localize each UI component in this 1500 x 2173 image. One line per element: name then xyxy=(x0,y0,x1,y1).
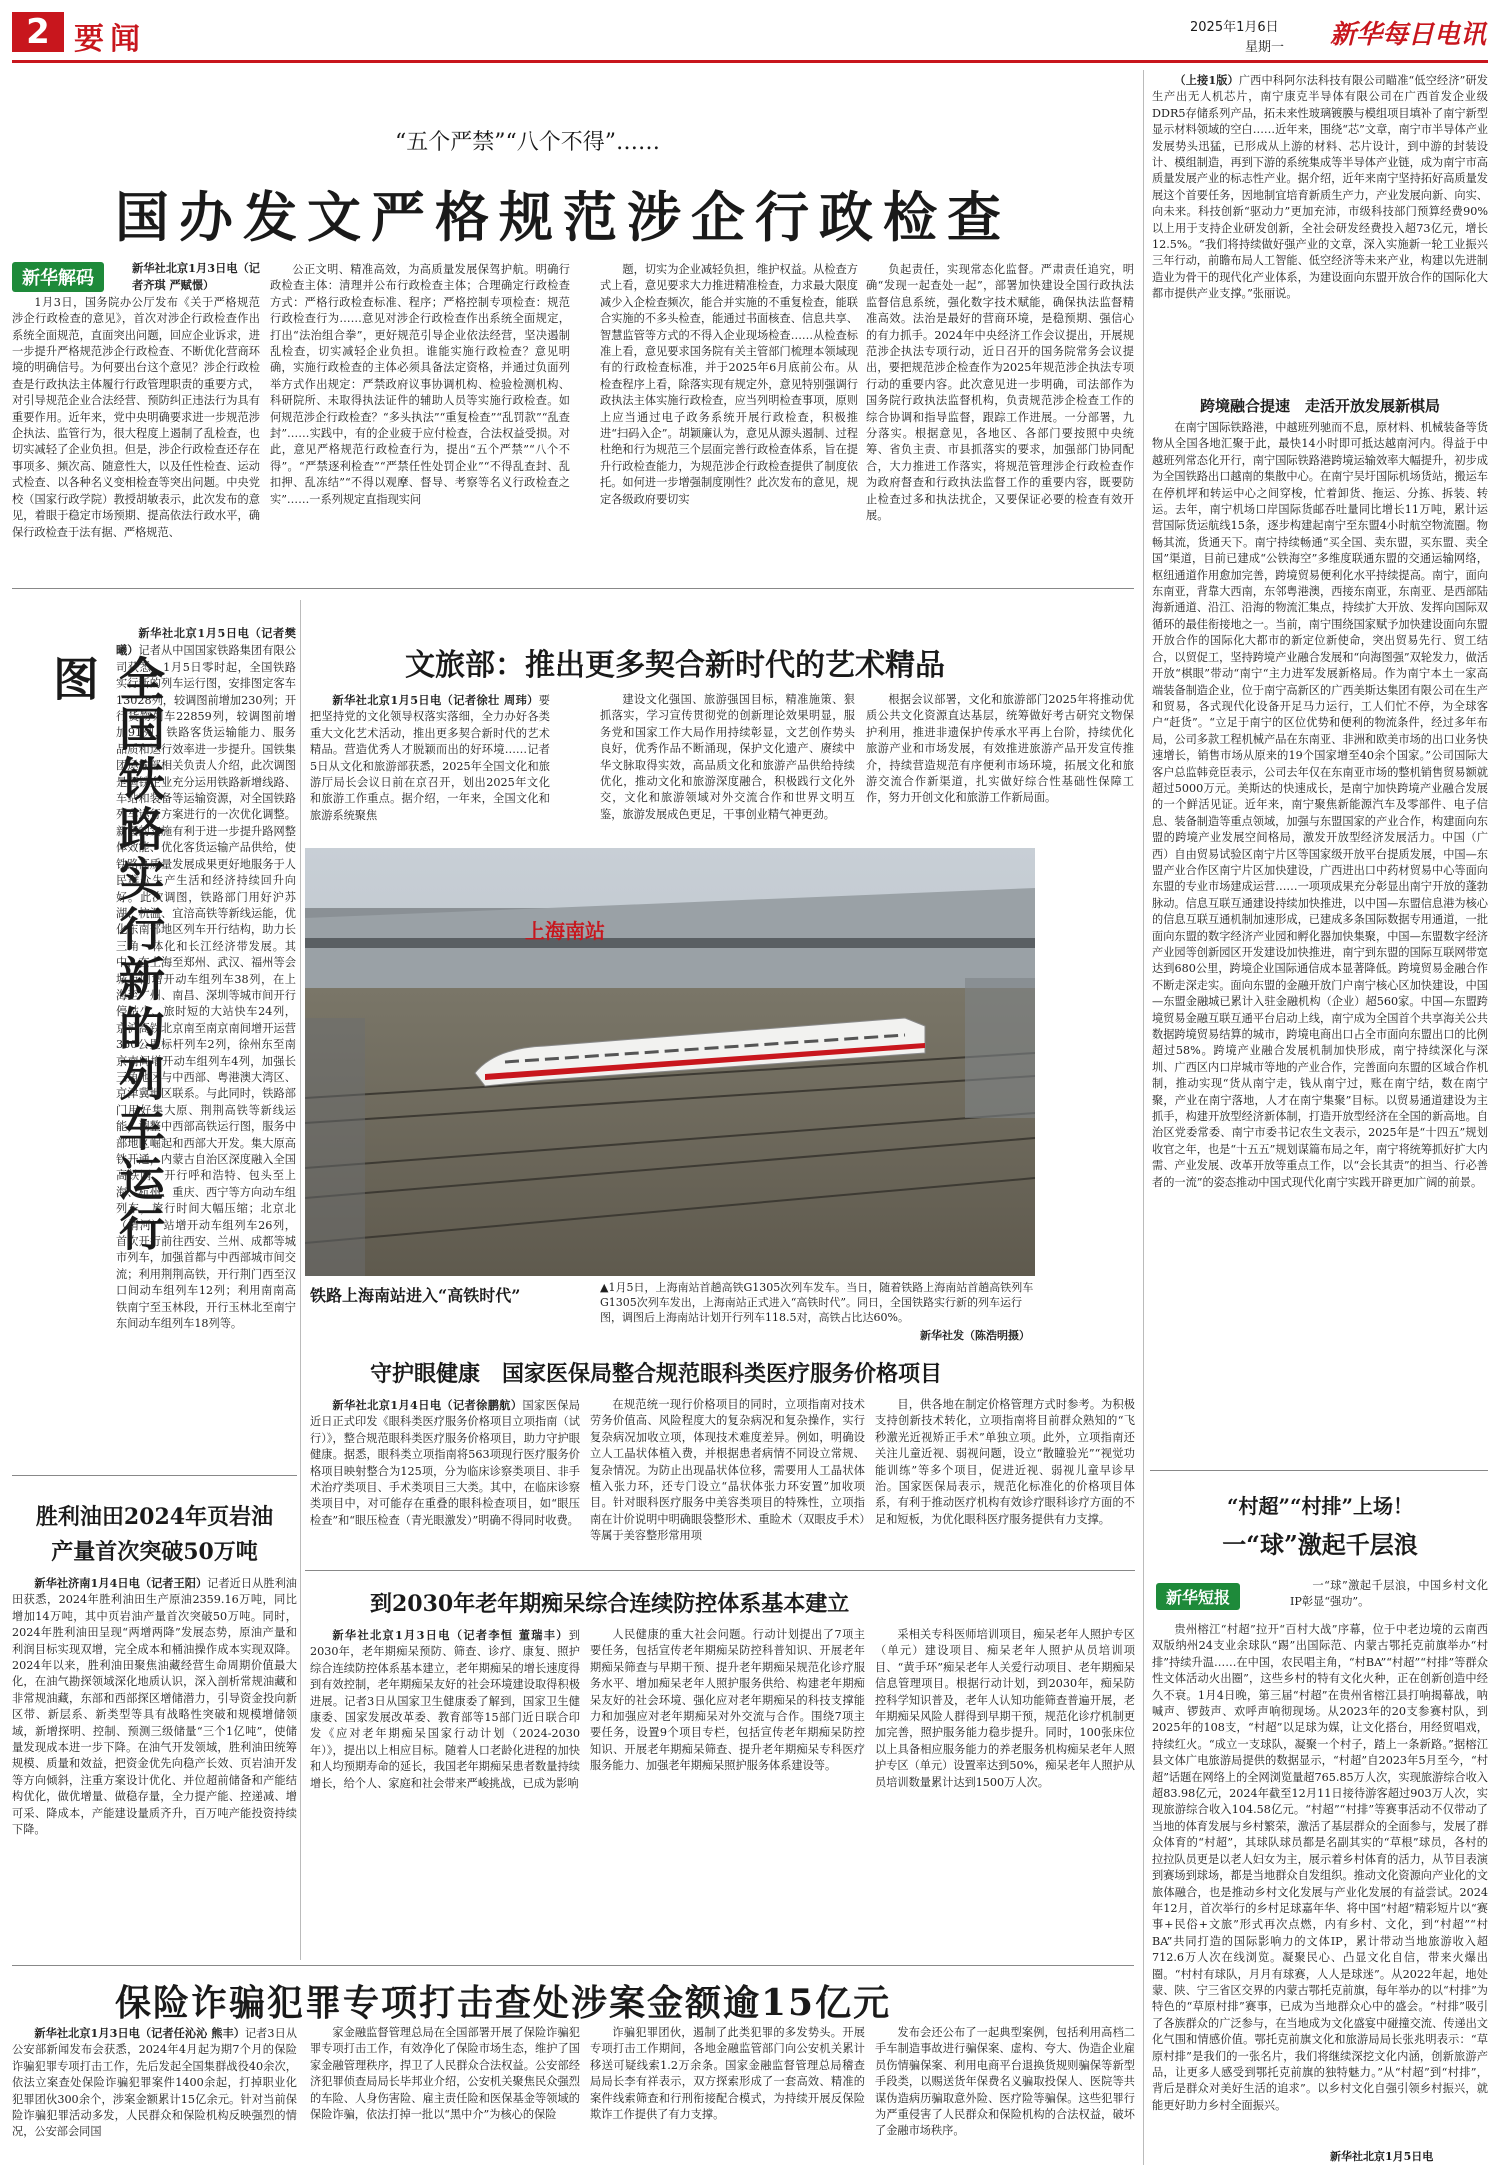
masthead xyxy=(0,0,1500,62)
eye-col2 xyxy=(590,1397,865,1562)
top-story-col1-text: 1月3日，国务院办公厅发布《关于严格规范涉企行政检查的意见》，首次对涉企行政检查作出系统全面规范，直面突出问题，回应企业诉求，进一步提升严格规范涉企行政检查、不断优化营商环境的明确信号。为何要出台这个意见？涉企行政检查是行政执法主体履行行政管理职责的重要方式，对引导规范企业合法经营、预防纠正违法行为具有重要作用。近年来，党中央明确要求进一步规范涉企执法、监管行为，很大程度上遏制了乱检查，也切实减轻了企业负担。但是，涉企行政检查还存在事项多、频次高、随意性大，以及任性检查、运动式检查、以各种名义变相检查等突出问题。中央党校（国家行政学院）教授胡敏表示，此次发布的意见，着眼于稳定市场预期、提高依法行政水平，确保行政检查于法有据、严格规范、 xyxy=(12,295,260,539)
photo-caption-label: 铁路上海南站进入“高铁时代” xyxy=(310,1286,521,1305)
top-story-byline: 新华社北京1月3日电（记者齐琪 严赋憬） xyxy=(132,261,260,293)
masthead-rule xyxy=(12,60,1488,63)
insurance-col1 xyxy=(12,2025,297,2165)
rail-oil-divider xyxy=(12,1475,297,1476)
culture-col1 xyxy=(310,692,550,840)
culture-col1-text: 要把坚持党的文化领导权落实落细，全力办好各类重大文化艺术活动，推出更多契合新时代的艺术精品。营造优秀人才脱颖而出的好环境……记者5日从文化和旅游部获悉，2025年全国文化和旅游厅局长会议日前在京召开，划出2025年文化和旅游工作重点。据介绍，一年来，全国文化和旅游系统聚焦 xyxy=(310,694,550,822)
eye-col3 xyxy=(875,1397,1135,1562)
oil-headline-line2: 产量首次突破50万吨 xyxy=(51,1539,258,1565)
rail-vertical-title: 全国铁路实行新的列车运行图 xyxy=(46,655,166,1255)
right-body2-text: 在南宁国际铁路港，中越班列驰而不息，原材料、机械装备等货物从全国各地汇聚于此，最快14小时即可抵达越南河内。得益于中越班列常态化开行，南宁国际铁路港跨境运输效率大幅提升，初步成为全国铁路出口越南的集散中心。在南宁吴圩国际机场货站，搬运车在停机坪和转运中心之间穿梭，忙着卸货、拖运、分拣、拆装、转运。去年，南宁机场口岸国际货邮吞吐量同比增长11万吨，累计运营国际货运航线15条，逐步构建起南宁至东盟4小时航空物流圈。物畅其流，货通天下。南宁持续畅通“买全国、卖东盟，买东盟、卖全国”渠道，目前已建成“公铁海空”多维度联通东盟的交通运输网络，枢纽通道作用愈加完善，跨境贸易便利化水平持续提高。南宁，面向东南亚，背靠大西南，东邻粤港澳，西接东南亚，东南亚、是西部陆海新通道、沿江、沿海的物流汇集点，持续扩大开放、发挥向国际双循环的最佳衔接地之一。当前，南宁围绕国家赋予加快建设面向东盟开放合作的国际化大都市的新定位新使命，突出贸易先行、贸工结合，以贸促工，坚持跨境产业融合发展和“向海图强”双轮发力，做活开放“棋眼”带动“南宁“主力进军发展新格局。作为南宁本土一家高端装备制造企业，位于南宁高新区的广西美斯达集团有限公司在生产和贸易，各式现代化设备开足马力运行，工人们忙不停，为全球客户“赶货”。“立足于南宁的区位优势和便利的物流条件，经过多年布局，公司多款工程机械产品在东南亚、非洲和欧美市场的出口业务快速增长，销售市场从原来的19个国家增至40余个国家。”公司国际大客户总监韩竞臣表示，公司去年仅在东南亚市场的整机销售贸易额就超过5000万元。美斯达的快速成长，是南宁加快跨境产业融合发展的一个鲜活见证。近年来，南宁聚焦新能源汽车及零部件、电子信息、装备制造等重点领域，加强与东盟国家的产业合作，构建面向东盟的跨境产业发展空间格局，激发开放型经济发展活力。中国（广西）自由贸易试验区南宁片区等国家级开放平台提质发展，中国—东盟产业合作区南宁片区加快建设，广西进出口中药材贸易中心等面向东盟的专业市场建成运营……一项项成果充分彰显出南宁开放的蓬勃脉动。信息互联互通建设持续加快推进，以中国—东盟信息港为核心的信息互联互通机制加速形成，已建成多条国际数据专用通道，一批面向东盟的数字经济产业园和孵化器加快集聚，中国—东盟数字经济产业园等创新园区开发建设加快推进，南宁到东盟的国际互联网带宽达到680公里，跨境企业国际通信成本显著降低。跨境贸易金融合作不断走深走实。面向东盟的金融开放门户南宁核心区加快建设，中国—东盟金融城已累计入驻金融机构（企业）超560家。中国—东盟跨境贸易金融互联互通平台启动上线，南宁成为全国首个共享海关公共数据跨境贸易结算的城市，跨境电商出口占全市面向东盟出口的比例超过58%。跨境产业融合发展机制加快形成，南宁持续深化与深圳、广西区内口岸城市等地的产业合作，完善面向东盟的区域合作机制，推动实现“货从南宁走，钱从南宁过，账在南宁结，数在南宁聚，产业在南宁落地，人才在南宁集聚”目标。以贸易通道建设为主抓手，构建开放型经济新体制，打造开放型经济在全国的新高地。自治区党委常委、南宁市委书记农生文表示，2025年是“十四五”规划收官之年，也是“十五五”规划谋篇布局之年，南宁将统筹抓好扩大内需、产业发展、改革开放等重点工作，以“会长其责”的担当、行必善者的一流”的姿态推动中国式现代化南宁实践开辟更加广阔的前景。 xyxy=(1152,421,1488,1189)
page-number: 2 xyxy=(12,12,64,52)
culture-col2-text: 建设文化强国、旅游强国目标，精准施策、狠抓落实，学习宣传贯彻党的创新理论效果明显，服务党和国家工作大局作用持续彰显，文艺创作势头良好，优秀作品不断涌现，保护文化遗产、赓续中华文脉取得实效，高品质文化和旅游产品供给持续优化，推动文化和旅游深度融合，积极践行文化外交，文化和旅游领域对外交流合作和世界文明互鉴，旅游发展成色更足，干事创业精气神更劲。 xyxy=(600,693,855,821)
right-body2 xyxy=(1152,420,1488,1460)
issue-date: 2025年1月6日 xyxy=(1190,20,1279,35)
eye-col1-text: 国家医保局近日正式印发《眼科类医疗服务价格项目立项指南（试行）》，整合规范眼科类医疗服务价格项目，助力守护眼健康。据悉，眼科类立项指南将563项现行医疗服务价格项目映射整合为125项，分为临床诊察类项目、非手术治疗类项目、手术类项目三大类。其中，在临床诊察类项目中，对可能存在重叠的眼科检查项目，如“眼压检查”和“眼压检查（青光眼激发）”明确不得同时收费。 xyxy=(310,1399,580,1527)
section-title: 要闻 xyxy=(74,22,146,57)
photo-credit: 新华社发（陈浩明摄） xyxy=(920,1329,1030,1342)
dementia-col3 xyxy=(875,1627,1135,1960)
oil-story-body xyxy=(12,1575,297,1960)
village-lead-text: 一“球”激起千层浪，中国乡村文化IP彰显“强功”。 xyxy=(1290,1579,1488,1609)
eye-divider xyxy=(305,1570,1135,1571)
top-story-col4-text: 负起责任，实现常态化监督。严肃责任追究，明确“发现一起查处一起”，部署加快建设全国行政执法监督信息系统，强化数字技术赋能，确保执法监督精准高效。法治是最好的营商环境，是稳预期、强信心的有力抓手。2024年中央经济工作会议提出，开展规范涉企执法专项行动，近日召开的国务院常务会议提出，要把规范涉企检查作为2025年规范涉企执法专项行动的重要内容。此次意见进一步明确，司法部作为国务院行政执法监督机构，负责规范涉企检查工作的综合协调和指导监督，跟踪工作进展。一分部署，九分落实。根据意见，各地区、各部门要按照中央统筹、省负主责、市县抓落实的要求，加强部门协同配合，大力推进工作落实，将规范管理涉企行政检查作为政府督查和行政执法监督工作的重要内容，既要防止检查过多和执法扰企，又要保证必要的检查有效开展。 xyxy=(866,263,1134,523)
badge-label: 新华解码 xyxy=(12,262,104,292)
village-kicker: “村超”“村排”上场！ xyxy=(1226,1494,1413,1518)
dementia-col2 xyxy=(590,1627,865,1960)
insurance-col4-text: 发布会还公布了一起典型案例，包括利用高档二手车制造事故进行骗保案、虚构、夸大、伪造企业雇员伤情骗保案、利用电商平台退换货规则骗保等新型手段类，以赐送货年保费名义骗取投保人、医院等共谋伪造病历骗取意外险、医疗险等骗保。这些犯罪行为严重侵害了人民群众和保险机构的合法权益，破坏了金融市场秩序。 xyxy=(875,2026,1135,2138)
culture-col3 xyxy=(866,692,1134,840)
train-station-illustration xyxy=(305,848,1035,1276)
culture-col2 xyxy=(600,692,855,840)
insurance-col4 xyxy=(875,2025,1135,2165)
top-story-kicker: “五个严禁”“八个不得”…… xyxy=(395,130,660,155)
insurance-col2 xyxy=(310,2025,580,2165)
right-column-divider xyxy=(1143,70,1144,2165)
culture-col3-text: 根据会议部署，文化和旅游部门2025年将推动优质公共文化资源直达基层，统筹做好考古研究文物保护利用，推进非遗保护传承水平再上台阶，持续优化旅游产业和市场发展，有效推进旅游产品开发宣传推介，持续营造规范有序便利市场环境，拓展文化和旅游交流合作新渠道，扎实做好综合性基础性保障工作，努力开创文化和旅游工作新局面。 xyxy=(866,693,1134,805)
village-body xyxy=(1152,1622,1488,2142)
top-story-headline: 国办发文严格规范涉企行政检查 xyxy=(115,185,1011,249)
insurance-col2-text: 家金融监督管理总局在全国部署开展了保险诈骗犯罪专项打击工作，有效净化了保险市场生态，维护了国家金融管理秩序，捍卫了人民群众合法权益。公安部经济犯罪侦查局局长毕邦业介绍，公安机关聚焦民众强烈的车险、人身伤害险、雇主责任险和医保基金等领域的保险诈骗，依法打掉一批以“黑中介”为核心的保险 xyxy=(310,2026,580,2122)
village-lead xyxy=(1290,1578,1488,1618)
right-subhead: 跨境融合提速 走活开放发展新棋局 xyxy=(1199,397,1440,415)
culture-headline: 文旅部：推出更多契合新时代的艺术精品 xyxy=(405,648,945,683)
top-story-col4 xyxy=(866,262,1134,575)
continued-text: 广西中科阿尔法科技有限公司瞄准“低空经济”研发生产出无人机芯片，南宁康克半导体有限公司在广西首发企业级DDR5存储系列产品，拓未来性玻璃镀膜与模组项目填补了南宁新型显示材料领域的空白……近年来，围绕“芯”文章，南宁市半导体产业发展势头迅猛，已形成从上游的材料、芯片设计，到中游的封装设计、模组制造，再到下游的系统集成等半导体产业链，成为南宁市高质量发展产业的标志性产业。据介绍，近年来南宁坚持拓好高质量发展这个首要任务，因地制宜培育新质生产力，产业发展向新、向实、向未来。科技创新“驱动力”更加充沛，市级科技部门预算经费90%以上用于支持企业研发创新，全社会研发经费投入超73亿元，增长12.5%。“我们将持续做好强产业的文章，深入实施新一轮工业振兴三年行动，前瞻布局人工智能、低空经济等未来产业，构建以先进制造业为骨干的现代化产业体系，为建设面向东盟开放合作的国际化大都市提供产业支撑。”张丽说。 xyxy=(1152,74,1488,301)
rail-story-byline: 新华社北京1月5日电（记者樊曦） xyxy=(116,626,296,658)
top-story-col1 xyxy=(12,260,260,575)
insurance-byline: 新华社北京1月3日电（记者任沁沁 熊丰） xyxy=(34,2026,245,2040)
top-story-col3-text: 题，切实为企业减轻负担，维护权益。从检查方式上看，意见要求大力推进精准检查，力求最大限度减少入企检查频次，能合并实施的不重复检查，能联合实施的不多头检查，能通过书面核查、信息共享、智慧监管等方式的不得入企业现场检查……从检查标准上看，意见要求国务院有关主管部门梳理本领域现有的行政检查标准，并于2025年6月底前公布。从检查程序上看，除落实现有规定外，意见特别强调行政执法主体实施行政检查，应当列明检查事项，原则上应当通过电子政务系统开展行政检查，积极推进“扫码入企”。胡颖廉认为，意见从源头遏制、过程杜绝和行为规范三个层面完善行政检查体系，旨在提升行政检查能力，为规范涉企行政检查提供了制度依托。如何进一步增强制度刚性？此次发布的意见，规定各级政府要切实 xyxy=(600,263,858,506)
rail-story-text: 记者从中国国家铁路集团有限公司获悉，1月5日零时起，全国铁路实行新的列车运行图，安排图定客车13028列，较调图前增加230列；开行货物列车22859列，较调图前增加91列，铁路客货运输能力、服务品质和运行效率进一步提升。国铁集团运输部相关负责人介绍，此次调图是国铁企业充分运用铁路新增线路、车站和装备等运输资源，对全国铁路列车运行方案进行的一次优化调整。新图的实施有利于进一步提升路网整体效能、优化客货运输产品供给，使铁路高质量发展成果更好地服务于人民群众生产生活和经济持续回升向好。此次调图，铁路部门用好沪苏湖、杭温、宜涪高铁等新线运能，优化东南部地区列车开行结构，助力长三角一体化和长江经济带发展。其中，在上海至郑州、武汉、福州等会城市间增开动车组列车38列，在上海至广州、南昌、深圳等城市间开行停站少、旅时短的大站快车24列，京沪高铁北京南至南京南间增开运营350公里标杆列车2列，徐州东至南京南间增开动车组列车4列，加强长三角地区与中西部、粤港澳大湾区、京津冀地区联系。与此同时，铁路部门用好集大原、荆荆高铁等新线运能，调整中西部高铁运行图，服务中部地区崛起和西部大开发。集大原高铁开通，内蒙古自治区深度融入全国高铁网，开行呼和浩特、包头至上海、杭州、重庆、西宁等方向动车组列车，旅行时间大幅压缩；北京北（清河）站增开动车组列车26列，首次开行前往西安、兰州、成都等城市列车，加强首都与中西部城市间交流；利用荆荆高铁，开行荆门西至汉口间动车组列车12列；利用南南高铁南宁至玉林段，开行玉林北至南宁东间动车组列车18列等。 xyxy=(116,644,296,1331)
eye-headline: 守护眼健康 国家医保局整合规范眼科类医疗服务价格项目 xyxy=(370,1361,943,1387)
continued-label: （上接1版） xyxy=(1174,73,1239,87)
insurance-col3-text: 诈骗犯罪团伙，遏制了此类犯罪的多发势头。开展专项打击工作期间，各地金融监管部门向公安机关累计移送可疑线索1.2万余条。国家金融监督管理总局稽查局局长李有祥表示，双方探索形成了一套高效、精准的案件线索筛查和行刑衔接配合模式，为持续开展反保险欺诈工作提供了有力支撑。 xyxy=(590,2026,865,2122)
right-village-divider xyxy=(1150,1470,1488,1471)
village-badge-label: 新华短报 xyxy=(1156,1583,1240,1610)
village-body-text: 贵州榕江“村超”拉开“百村大战”序幕，位于中老边境的云南西双版纳州24支业余球队“踢”出国际范、内蒙古鄂托克前旗举办“村排”持续升温……在中国，农民唱主角，“村BA”“村超”“村排”等群众性文体活动火出圈”，这些乡村的特有文化火种，正在创新创造中经久不衰。1月4日晚，第三届“村超”在贵州省榕江县打响揭幕战，呐喊声、锣鼓声、欢呼声响彻现场。从2023年的20支参赛村队，到2025年的108支，“村超”以足球为媒，让文化搭台，用经贸唱戏，持续红火。“成立一支球队，凝聚一个村子，踏上一条新路。”据榕江县文体广电旅游局提供的数据显示，“村超”自2023年5月至今，“村超”话题在网络上的全网浏览量超765.85万人次，实现旅游综合收入超83.98亿元，2024年截至12月11日接待游客超过903万人次，实现旅游综合收入104.58亿元。“村超”“村排”等赛事活动不仅带动了当地的体育发展与乡村繁荣，激活了基层群众的全面参与，发展了群众体育的“村超”，其球队球员都是名副其实的“草根”球员，各村的拉拉队员更是以老人妇女为主，展示着乡村体育的活力，从节目表演到赛场到球场，都是当地群众自发组织。推动文化资源向产业化的文旅体融合，也是推动乡村文化发展与产业化发展的有益尝试。2024年12月，首次举行的乡村足球嘉年华、将中国“村超”精彩短片以“赛事+民俗+文旅”形式再次点燃，内有乡村、文化，到“村超”“村BA”共同打造的国际影响力的文体IP，累计带动当地旅游收入超712.6万人次在线浏览。凝聚民心、凸显文化自信，带来火爆出圈。“村村有球队，月月有球赛，人人是球迷”。从2022年起，地处蒙、陕、宁三省区交界的内蒙古鄂托克前旗，每年举办的以“村排”为特色的“草原村排”赛事，已成为当地群众心中的盛会。“村排”吸引了各族群众的广泛参与，在当地成为文化盛宴中碰撞交流、传递出文化气围和情感价值。鄂托克前旗文化和旅游局局长张兆明表示：“草原村排”是我们的一张名片，我们将继续深挖文化内涵，创新旅游产品，让更多人感受到鄂托克前旗的独特魅力。”从“村超”到“村排”，背后是群众对美好生活的追求”。以乡村文化自强引领乡村振兴，就能更好助力乡村全面振兴。 xyxy=(1152,1623,1488,2112)
top-story-col2 xyxy=(270,262,570,575)
eye-col1 xyxy=(310,1397,580,1562)
dementia-col2-text: 人民健康的重大社会问题。行动计划提出了7项主要任务，包括宣传老年期痴呆防控科普知识、开展老年期痴呆筛查与早期干预、提升老年期痴呆规范化诊疗服务水平、增加痴呆老年人照护服务供给、构建老年期痴呆友好的社会环境、强化应对老年期痴呆的科技支撑能力和加强应对老年期痴呆对外交流与合作。围绕7项主要任务，设置9个项目专栏，包括宣传老年期痴呆防控知识、开展老年期痴呆筛查、提升老年期痴呆专科医疗服务能力、加强老年期痴呆照护服务体系建设等。 xyxy=(590,1628,865,1773)
right-continued-story xyxy=(1152,72,1488,382)
dementia-col3-text: 采相关专科医师培训项目，痴呆老年人照护专区（单元）建设项目、痴呆老年人照护从员培训项目、“黄手环”痴呆老年人关爱行动项目、老年期痴呆信息管理项目。根据行动计划，到2030年，痴呆防控科学知识普及，老年人认知功能筛查普遍开展，老年期痴呆风险人群得到早期干预，规范化诊疗机制更加完善，照护服务能力稳步提升。同时，100张床位以上具备相应服务能力的养老服务机构痴呆老年人照护专区（单元）设置率达到50%，痴呆老年人照护从员培训数量累计达到1500万人次。 xyxy=(875,1628,1135,1789)
top-story-col2-text: 公正文明、精准高效，为高质量发展保驾护航。明确行政检查主体：清理并公布行政检查主体；合理确定行政检查方式：严格行政检查标准、程序；严格控制专项检查：规范行政检查行为……意见对涉企行政检查作出系统全面规定，打出“法治组合拳”，更好规范引导企业依法经营，坚决遏制乱检查，切实减轻企业负担。谁能实施行政检查？意见明确，实施行政检查的主体必须具备法定资格，并通过负面列举方式作出规定：严禁政府议事协调机构、检验检测机构、科研院所、未取得执法证件的辅助人员等实施行政检查。如何规范涉企行政检查？“多头执法”“重复检查”“乱罚款”“乱查封”……实践中，有的企业疲于应付检查，合法权益受损。对此，意见严格规范行政检查行为，提出“五个严禁”“八个不得”。“严禁逐利检查”“严禁任性处罚企业”“不得乱查封、乱扣押、乱冻结”“不得以观摩、督导、考察等名义行政检查之实”……一系列规定直指现实问 xyxy=(270,263,570,506)
station-sign: 上海南站 xyxy=(525,919,605,943)
village-headline: 一“球”激起千层浪 xyxy=(1222,1530,1418,1559)
eye-col2-text: 在规范统一现行价格项目的同时，立项指南对技术劳务价值高、风险程度大的复杂病况和复杂操作，实行复杂病况加收立项，体现技术难度差异。例如，明确设立人工晶状体植入费，并根据患者病情不同设立常规、复杂情况。为防止出现晶状体位移，需要用人工晶状体植入张力环，还专门设立“晶状体张力环安置”加收项目。针对眼科医疗服务中美容类项目的特殊性，立项指南在计价说明中明确眼袋整形术、重睑术（双眼皮手术）等属于美容整形常用项 xyxy=(590,1398,865,1543)
dementia-headline: 到2030年老年期痴呆综合连续防控体系基本建立 xyxy=(370,1591,850,1617)
insurance-headline: 保险诈骗犯罪专项打击查处涉案金额逾15亿元 xyxy=(115,1982,892,2024)
village-credit: 新华社北京1月5日电 xyxy=(1330,2150,1434,2163)
dementia-col1 xyxy=(310,1627,580,1960)
top-story-divider xyxy=(12,588,1134,589)
high-speed-train-photo xyxy=(305,848,1035,1276)
brand-logo: 新华每日电讯 xyxy=(1330,20,1487,50)
issue-weekday: 星期一 xyxy=(1245,40,1285,55)
insurance-col1-text: 记者3日从公安部新闻发布会获悉，2024年4月起为期7个月的保险诈骗犯罪专项打击工作，先后发起全国集群战役40余次，依法立案查处保险诈骗犯罪案件1400余起，打掉职业化犯罪团伙300余个，涉案金额累计15亿余元。针对当前保险诈骗犯罪活动多发，人民群众和保险机构反映强烈的情况，公安部会同国 xyxy=(12,2027,297,2139)
oil-headline-line1: 胜利油田2024年页岩油 xyxy=(35,1504,274,1530)
dementia-col1-text: 到2030年，老年期痴呆预防、筛查、诊疗、康复、照护综合连续防控体系基本建立，老年期痴呆的增长速度得到有效控制，老年期痴呆友好的社会环境建设取得积极进展。记者3日从国家卫生健康委了解到，国家卫生健康委、国家发展改革委、教育部等15部门近日联合印发《应对老年期痴呆国家行动计划（2024-2030年）》，提出以上相应目标。随着人口老龄化进程的加快和人均预期寿命的延长，我国老年期痴呆患者数量持续增长，给个人、家庭和社会带来严峻挑战，已成为影响 xyxy=(310,1629,580,1790)
left-column-divider xyxy=(300,600,301,1960)
photo-caption: ▲1月5日，上海南站首趟高铁G1305次列车发车。当日，随着铁路上海南站首趟高铁列车G1305次列车发出，上海南站正式进入“高铁时代”。同日，全国铁路实行新的列车运行图，调图后上海南站计划开行列车118.5对，高铁占比达60%。 xyxy=(600,1281,1034,1324)
eye-byline: 新华社北京1月4日电（记者徐鹏航） xyxy=(332,1398,523,1412)
rail-story-body-top xyxy=(116,625,296,1375)
top-story-col3 xyxy=(600,262,858,575)
dementia-byline: 新华社北京1月3日电（记者李恒 董瑞丰） xyxy=(332,1628,569,1642)
insurance-divider xyxy=(12,1965,1134,1966)
oil-story-byline: 新华社济南1月4日电（记者王阳） xyxy=(34,1576,208,1590)
insurance-col3 xyxy=(590,2025,865,2165)
culture-byline: 新华社北京1月5日电（记者徐壮 周玮） xyxy=(332,693,539,707)
xinhua-brief-badge xyxy=(1156,1583,1240,1610)
oil-story-text: 记者近日从胜利油田获悉，2024年胜利油田生产原油2359.16万吨，同比增加14万吨，其中页岩油产量首次突破50万吨。同时，2024年胜利油田呈现“两增两降”发展态势，原油产量和利润目标实现双增，完全成本和桶油操作成本实现双降。2024年以来，胜利油田聚焦油藏经营生命周期价值最大化，在油气勘探领域深化地质认识，深入剖析常规油藏和非常规油藏，东部和西部探区增储潜力，引导资金投向新区带、新层系、新类型等具有战略性突破和规模增储领域，新增探明、控制、预测三级储量“三个1亿吨”，使储量发现成本进一步下降。在油气开发领域，胜利油田统筹规模、质量和效益，把资金优先向稳产长效、页岩油开发等方向倾斜，注重方案设计优化、并位超前储备和产能结构优化，做优增量、做稳存量，全力提产能、控递减、增可采、降成本，产能建设量质齐升，百万吨产能投资持续下降。 xyxy=(12,1577,297,1837)
eye-col3-text: 目，供各地在制定价格管理方式时参考。为积极支持创新技术转化，立项指南将目前群众熟知的“飞秒激光近视矫正手术”单独立项。此外，立项指南还关注儿童近视、弱视问题，设立“散瞳验光”“视觉功能训练”等多个项目，促进近视、弱视儿童早诊早治。国家医保局表示，规范化标准化的价格项目体系，有利于推动医疗机构有效诊疗眼科诊疗方面的不足和短板，为优化眼科医疗服务提供有力支撑。 xyxy=(875,1398,1135,1526)
